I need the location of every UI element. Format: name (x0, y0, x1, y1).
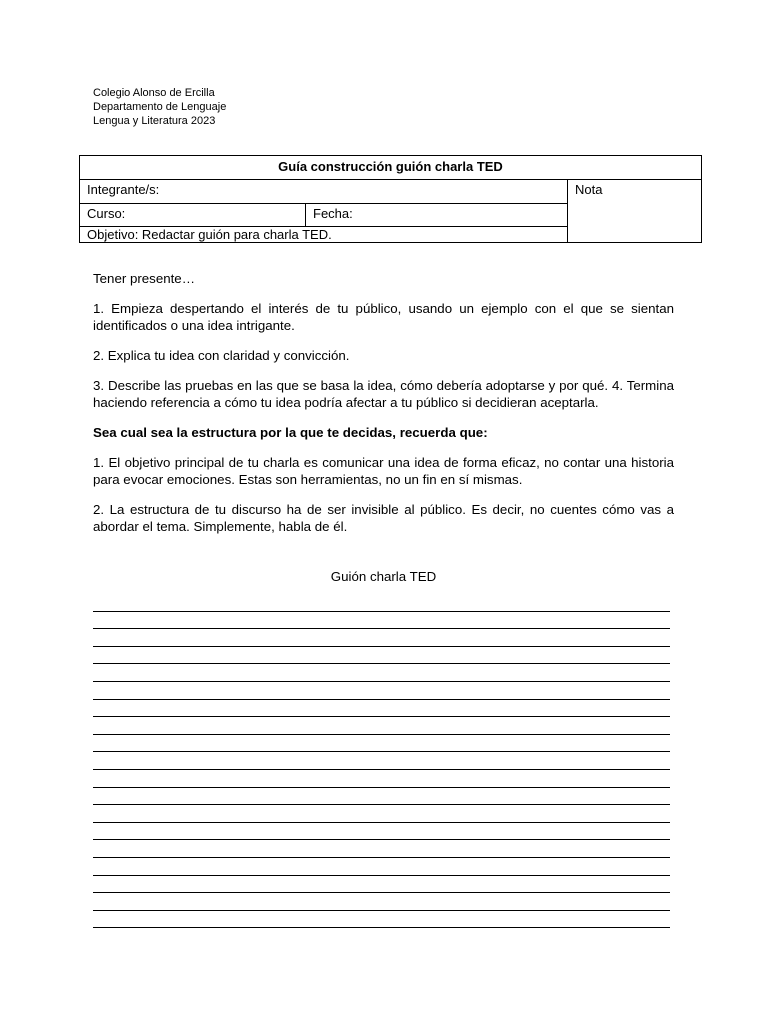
writing-line[interactable] (93, 770, 670, 788)
writing-line[interactable] (93, 629, 670, 647)
course-year: Lengua y Literatura 2023 (93, 115, 216, 127)
grade-field[interactable]: Nota (568, 180, 702, 243)
writing-line[interactable] (93, 612, 670, 630)
info-table (79, 155, 702, 243)
writing-lines[interactable] (93, 594, 670, 928)
objective-text: Objetivo: Redactar guión para charla TED. (80, 227, 568, 243)
reminder-2: 2. La estructura de tu discurso ha de ser invisible al público. Es decir, no cuentes cómo vas a abordar el tema. Simplemente, habla de él. (93, 502, 674, 534)
writing-line[interactable] (93, 700, 670, 718)
writing-line[interactable] (93, 858, 670, 876)
writing-line[interactable] (93, 788, 670, 806)
point-3: 3. Describe las pruebas en las que se basa la idea, cómo debería adoptarse y por qué. 4. Termina haciendo referencia a cómo tu idea podría afectar a tu público si decidieran aceptarla. (93, 378, 674, 410)
script-title: Guión charla TED (330, 569, 437, 584)
point-1: 1. Empieza despertando el interés de tu público, usando un ejemplo con el que se sientan identificados o una idea intrigante. (93, 301, 674, 333)
department-name: Departamento de Lenguaje (93, 101, 227, 113)
writing-line[interactable] (93, 717, 670, 735)
writing-line[interactable] (93, 911, 670, 929)
school-name: Colegio Alonso de Ercilla (93, 87, 215, 99)
point-2: 2. Explica tu idea con claridad y convicción. (93, 348, 350, 363)
intro-text: Tener presente… (93, 271, 195, 286)
writing-line[interactable] (93, 876, 670, 894)
course-field[interactable]: Curso: (80, 204, 306, 227)
document-header (93, 86, 226, 128)
writing-line[interactable] (93, 823, 670, 841)
writing-line[interactable] (93, 805, 670, 823)
writing-line[interactable] (93, 752, 670, 770)
guide-title: Guía construcción guión charla TED (80, 156, 702, 180)
instructions (93, 270, 674, 548)
date-field[interactable]: Fecha: (306, 204, 568, 227)
members-field[interactable]: Integrante/s: (80, 180, 568, 204)
reminder-1: 1. El objetivo principal de tu charla es comunicar una idea de forma eficaz, no contar una historia para evocar emociones. Estas son herramientas, no un fin en sí mismas. (93, 455, 674, 487)
writing-line[interactable] (93, 664, 670, 682)
writing-line[interactable] (93, 735, 670, 753)
reminder-heading: Sea cual sea la estructura por la que te decidas, recuerda que: (93, 425, 488, 440)
writing-line[interactable] (93, 594, 670, 612)
writing-line[interactable] (93, 893, 670, 911)
writing-line[interactable] (93, 840, 670, 858)
writing-line[interactable] (93, 647, 670, 665)
writing-line[interactable] (93, 682, 670, 700)
